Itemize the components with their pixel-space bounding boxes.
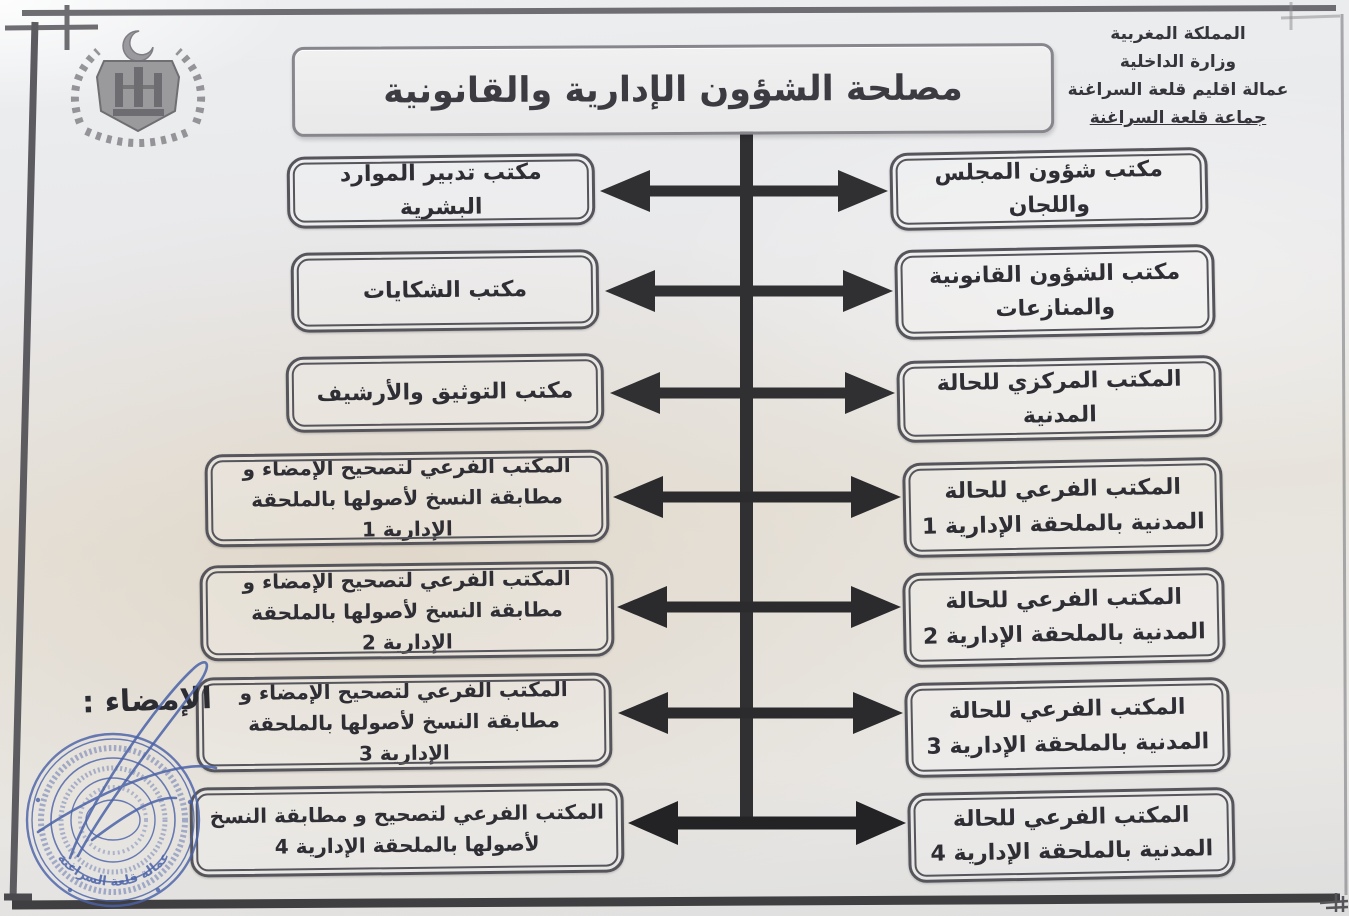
official-stamp [8, 640, 223, 916]
org-box-right-1 [889, 147, 1208, 231]
org-box-label: مكتب شؤون المجلس واللجان [934, 156, 1164, 219]
administrative-header [1023, 20, 1333, 132]
trunk-line [740, 128, 753, 828]
org-box-label: المكتب الفرعي لتصحيح الإمضاء و مطابقة النسخ لأصولها بالملحقة الإدارية 1 [242, 452, 571, 542]
page-title: مصلحة الشؤون الإدارية والقانونية [383, 68, 963, 112]
org-box-label: المكتب الفرعي لتصحيح و مطابقة النسخ لأصولها بالملحقة الإدارية 4 [209, 799, 605, 859]
org-box-left-6 [195, 672, 612, 772]
header-commune-line: جماعة قلعة السراغنة [1089, 108, 1267, 128]
org-box-right-3 [896, 355, 1223, 443]
org-box-right-4 [902, 457, 1224, 558]
header-province-line: عمالة اقليم قلعة السراغنة [1067, 80, 1289, 100]
org-box-label: المكتب الفرعي للحالة المدنية بالملحقة الإدارية 3 [926, 695, 1210, 760]
commune-crest-icon [58, 26, 218, 158]
org-box-right-2 [894, 244, 1216, 340]
department-title-box [292, 43, 1054, 137]
org-box-label: المكتب الفرعي لتصحيح الإمضاء و مطابقة النسخ لأصولها بالملحقة الإدارية 3 [239, 676, 568, 766]
org-box-label: المكتب الفرعي للحالة المدنية بالملحقة الإدارية 4 [930, 802, 1214, 867]
org-box-left-1 [287, 153, 596, 229]
org-box-label: المكتب الفرعي للحالة المدنية بالملحقة الإدارية 2 [922, 585, 1206, 650]
org-box-left-7 [189, 782, 624, 877]
header-kingdom-line: المملكة المغربية [1110, 24, 1246, 44]
org-box-left-4 [204, 450, 609, 548]
signature-label: الإمضاء : [81, 681, 213, 721]
header-ministry-line: وزارة الداخلية [1119, 52, 1237, 72]
org-box-label: مكتب التوثيق والأرشيف [316, 378, 574, 407]
org-box-label: مكتب الشؤون القانونية والمنازعات [928, 259, 1181, 323]
org-box-label: المكتب المركزي للحالة المدنية [936, 366, 1182, 429]
org-box-left-3 [286, 353, 605, 433]
org-box-label: المكتب الفرعي لتصحيح الإمضاء و مطابقة النسخ لأصولها بالملحقة الإدارية 2 [242, 565, 571, 655]
org-box-left-5 [199, 560, 614, 661]
stamp-arc-text: عمالة قلعة السراغنة [54, 849, 174, 890]
org-box-right-6 [904, 677, 1231, 778]
org-box-label: مكتب تدبير الموارد البشرية [339, 159, 542, 221]
org-box-right-5 [902, 567, 1226, 668]
org-box-label: مكتب الشكايات [362, 276, 528, 304]
org-box-right-7 [907, 787, 1236, 883]
org-box-label: المكتب الفرعي للحالة المدنية بالملحقة الإدارية 1 [921, 475, 1205, 540]
org-box-left-2 [291, 249, 600, 333]
